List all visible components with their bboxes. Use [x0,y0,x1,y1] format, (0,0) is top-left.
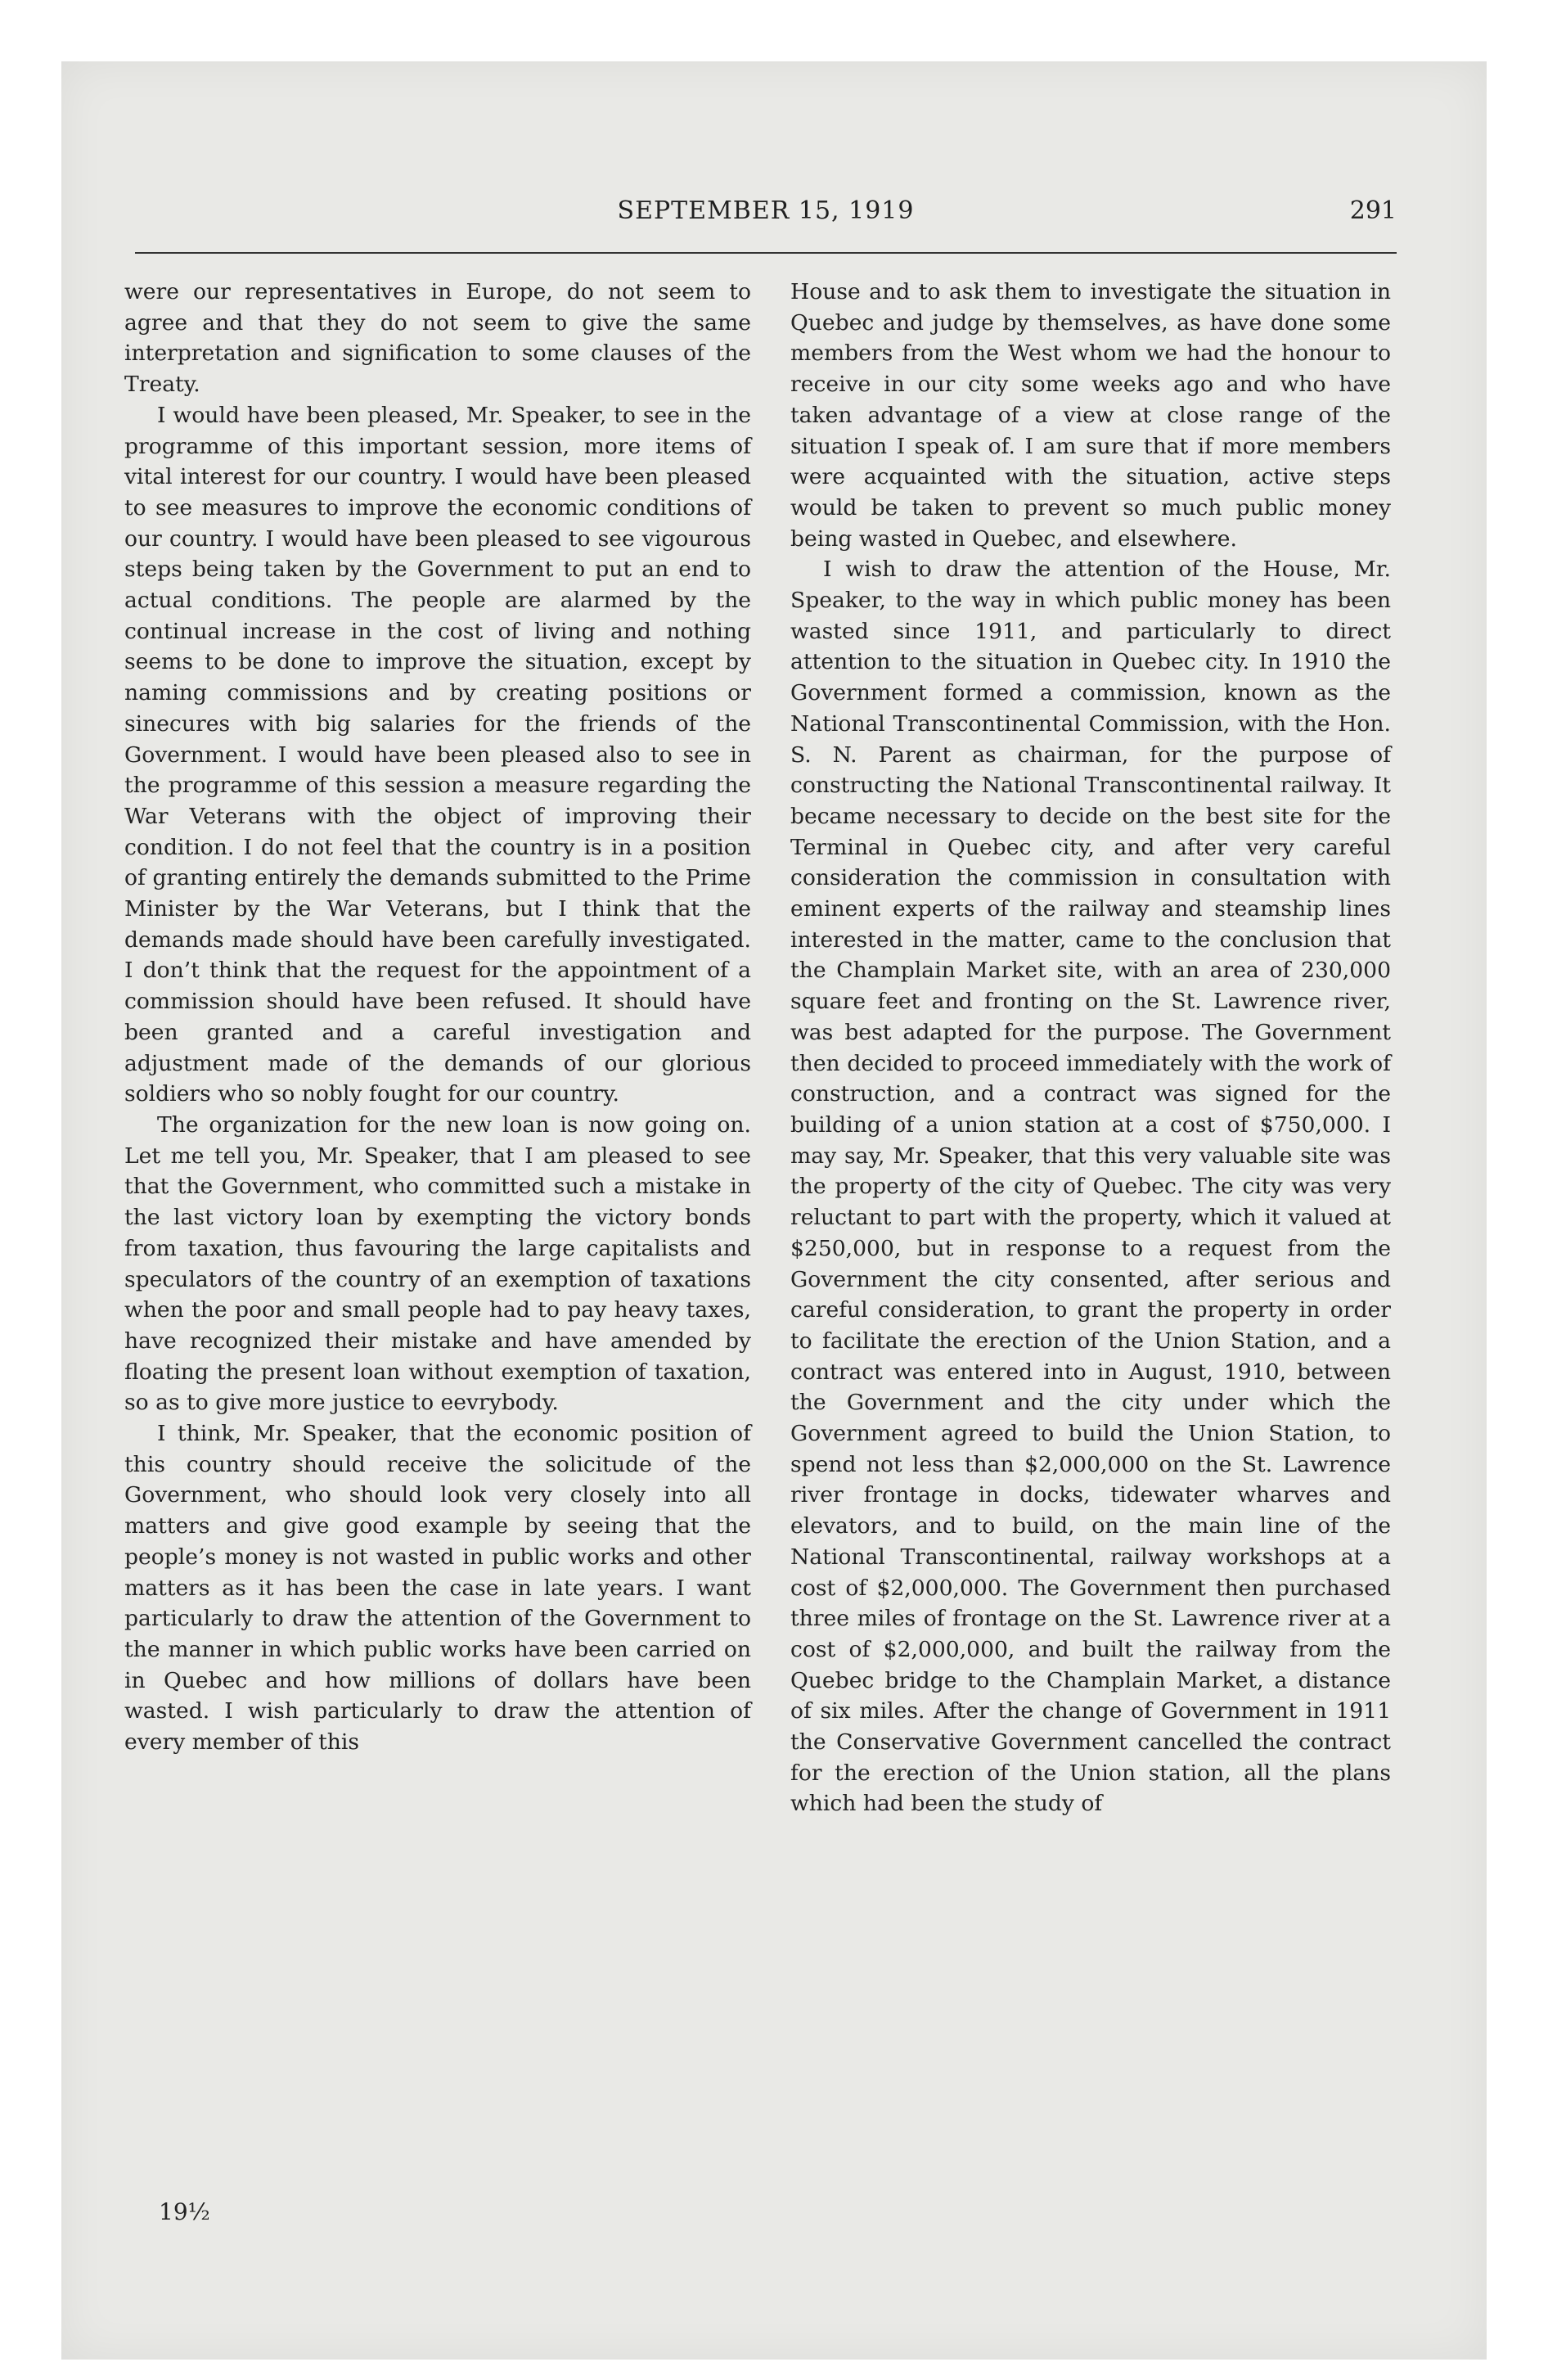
left-paragraph-4: I think, Mr. Speaker, that the economic position of this country should receive the solicitude of the Government, who should look very closely into all matters and give good example by seeing that the people’s money is not wasted in public works and other matters as it has been the case in late years. I want particularly to draw the attention of the Government to the manner in which public works have been carried on in Quebec and how millions of dollars have been wasted. I wish particularly to draw the attention of every member of this [124,1421,751,1756]
left-paragraph-3: The organization for the new loan is now going on. Let me tell you, Mr. Speaker, that I am pleased to see that the Government, who committed such a mistake in the last victory loan by exempting the victory bonds from taxation, thus favouring the large capitalists and speculators of the country of an exemption of taxations when the poor and small people had to pay heavy taxes, have recognized their mistake and have amended by floating the present loan without exemption of taxation, so as to give more justice to eevrybody. [124,1111,751,1416]
left-paragraph-1: were our representatives in Europe, do not seem to agree and that they do not seem to give the same interpretation and signification to some clauses of the Treaty. [124,279,751,398]
left-column [124,277,751,1758]
header-rule [135,252,1397,254]
right-paragraph-2: I wish to draw the attention of the House, Mr. Speaker, to the way in which public money has been wasted since 1911, and particularly to direct attention to the situation in Quebec city. In 1910 the Government formed a commission, known as the National Transcontinental Commission, with the Hon. S. N. Parent as chairman, for the purpose of constructing the National Transcontinental railway. It became necessary to decide on the best site for the Terminal in Quebec city, and after very careful consideration the commission in consultation with eminent experts of the railway and steamship lines interested in the matter, came to the conclusion that the Champlain Market site, with an area of 230,000 square feet and fronting on the St. Lawrence river, was best adapted for the purpose. The Government then decided to proceed immediately with the work of construction, and a contract was signed for the building of a union station at a cost of $750,000. I may say, Mr. Speaker, that this very valuable site was the property of the city of Quebec. The city was very reluctant to part with the property, which it valued at $250,000, but in response to a request from the Government the city consented, after serious and careful consideration, to grant the property in order to facilitate the erection of the Union Station, and a contract was entered into in August, 1910, between the Government and the city under which the Government agreed to build the Union Station, to spend not less than $2,000,000 on the St. Lawrence river frontage in docks, tidewater wharves and elevators, and to build, on the main line of the National Transcontinental, railway workshops at a cost of $2,000,000. The Government then purchased three miles of frontage on the St. Lawrence river at a cost of $2,000,000, and built the railway from the Quebec bridge to the Champlain Market, a distance of six miles. After the change of Government in 1911 the Conservative Government cancelled the contract for the erection of the Union station, all the plans which had been the study of [790,557,1391,1817]
page-header-date: SEPTEMBER 15, 1919 [617,196,915,225]
running-header [135,196,1397,237]
page-number: 291 [1349,196,1397,225]
left-paragraph-2: I would have been pleased, Mr. Speaker, to see in the programme of this important session, more items of vital interest for our country. I would have been pleased to see measures to improve the economic conditions of our country. I would have been pleased to see vigourous steps being taken by the Government to put an end to actual conditions. The people are alarmed by the continual increase in the cost of living and nothing seems to be done to improve the situation, except by naming commissions and by creating positions or sinecures with big salaries for the friends of the Government. I would have been pleased also to see in the programme of this session a measure regarding the War Veterans with the object of improving their condition. I do not feel that the country is in a position of granting entirely the demands submitted to the Prime Minister by the War Veterans, but I think that the demands made should have been carefully investigated. I don’t think that the request for the appointment of a commission should have been refused. It should have been granted and a careful investigation and adjustment made of the demands of our glorious soldiers who so nobly fought for our country. [124,402,751,1107]
signature-mark: 19½ [159,2198,210,2225]
right-paragraph-1: House and to ask them to investigate the situation in Quebec and judge by themselves, as have done some members from the West whom we had the honour to receive in our city some weeks ago and who have taken advantage of a view at close range of the situation I speak of. I am sure that if more members were acquainted with the situation, active steps would be taken to prevent so much public money being wasted in Quebec, and elsewhere. [790,279,1391,552]
right-column [790,277,1391,1819]
